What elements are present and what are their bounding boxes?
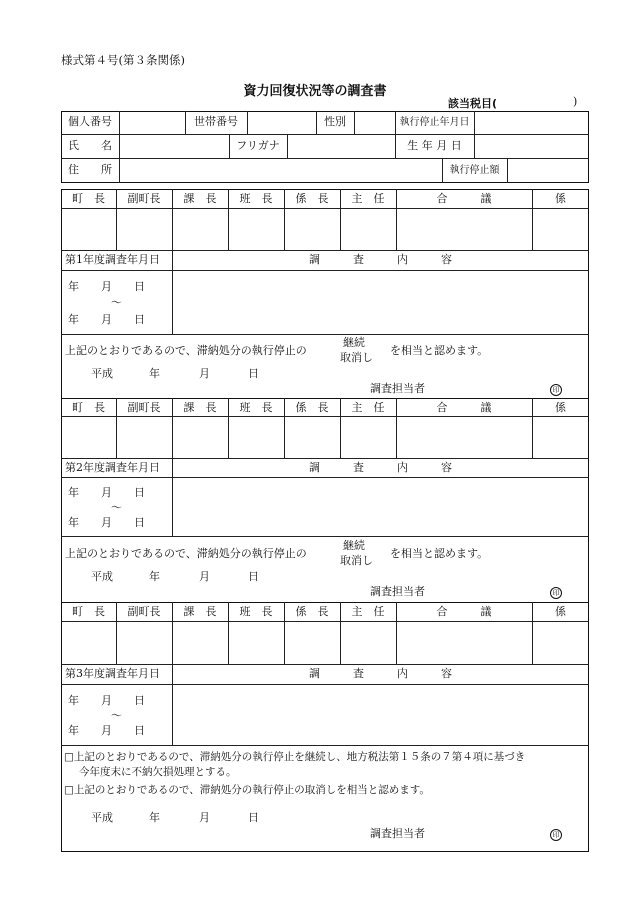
section3-year: 年 xyxy=(149,811,160,824)
section3-checkbox-continue[interactable]: □上記のとおりであるので、滞納処分の執行停止を継続し、地方税法第１５条の７第４項に基づき xyxy=(64,751,526,763)
section1-year: 年 xyxy=(149,367,160,380)
form-label: 様式第４号(第３条関係) xyxy=(61,53,185,67)
approval-hancho: 班 長 xyxy=(239,401,273,414)
approval-kakari: 係 xyxy=(555,605,566,618)
section2-investigator: 調査担当者 xyxy=(370,585,425,598)
suspension-date-label: 執行停止年月日 xyxy=(399,117,470,128)
section1-investigator: 調査担当者 xyxy=(370,382,425,395)
approval-kakari: 係 xyxy=(555,192,566,205)
approval-shunin: 主 任 xyxy=(351,192,385,205)
section1-date-header: 第1年度調査年月日 xyxy=(65,253,160,266)
section1-option-continue: 継続 xyxy=(343,336,365,349)
section1-day: 日 xyxy=(248,367,259,380)
tax-item-close: ) xyxy=(573,95,578,108)
section2-content-header: 調 査 内 容 xyxy=(309,461,452,474)
section1-era: 平成 xyxy=(91,367,113,380)
section3-date-to: 年 月 日 xyxy=(68,724,145,737)
approval-hancho: 班 長 xyxy=(239,605,273,618)
section2-date-to: 年 月 日 xyxy=(68,516,145,529)
approval-fukuchocho: 副町長 xyxy=(127,401,161,414)
section2-date-from: 年 月 日 xyxy=(68,486,145,499)
approval-kacho: 課 長 xyxy=(183,401,217,414)
section2-seal: 印 xyxy=(550,587,562,599)
address-label: 住 所 xyxy=(68,163,112,176)
section3-era: 平成 xyxy=(91,811,113,824)
section2-option-cancel: 取消し xyxy=(340,554,373,567)
section2-tilde: ～ xyxy=(111,501,122,514)
approval-gogi: 合 議 xyxy=(436,401,492,414)
section2-year: 年 xyxy=(149,570,160,583)
household-number-label: 世帯番号 xyxy=(194,115,238,128)
document-title: 資力回復状況等の調査書 xyxy=(243,84,387,99)
section2-date-header: 第2年度調査年月日 xyxy=(65,461,160,474)
section1-date-from: 年 月 日 xyxy=(68,280,145,293)
section3-checkbox-cancel[interactable]: □上記のとおりであるので、滞納処分の執行停止の取消しを相当と認めます。 xyxy=(64,784,430,796)
section3-content-header: 調 査 内 容 xyxy=(309,667,452,680)
approval-kakaricho: 係 長 xyxy=(295,605,329,618)
approval-chocho: 町 長 xyxy=(72,192,105,205)
section1-statement-prefix: 上記のとおりであるので、滞納処分の執行停止の xyxy=(65,344,307,357)
section2-month: 月 xyxy=(199,570,210,583)
tax-item-label: 該当税目( xyxy=(448,97,498,110)
section1-month: 月 xyxy=(199,367,210,380)
section1-date-to: 年 月 日 xyxy=(68,313,145,326)
section1-content-header: 調 査 内 容 xyxy=(309,253,452,266)
suspension-amount-label: 執行停止額 xyxy=(449,165,500,176)
section2-statement-prefix: 上記のとおりであるので、滞納処分の執行停止の xyxy=(65,547,307,560)
section2-option-continue: 継続 xyxy=(343,539,365,552)
section1-statement-suffix: を相当と認めます。 xyxy=(390,344,489,357)
furigana-label: フリガナ xyxy=(236,139,280,152)
section1-option-cancel: 取消し xyxy=(340,351,373,364)
section3-seal: 印 xyxy=(550,829,562,841)
approval-hancho: 班 長 xyxy=(239,192,273,205)
approval-fukuchocho: 副町長 xyxy=(127,192,161,205)
section2-statement-suffix: を相当と認めます。 xyxy=(390,547,489,560)
section3-checkbox-continue-line2: 今年度末に不納欠損処理とする。 xyxy=(79,766,237,778)
section3-tilde: ～ xyxy=(111,709,122,722)
approval-kacho: 課 長 xyxy=(183,605,217,618)
approval-kakari: 係 xyxy=(555,401,566,414)
approval-chocho: 町 長 xyxy=(72,401,105,414)
approval-fukuchocho: 副町長 xyxy=(127,605,161,618)
section3-month: 月 xyxy=(199,811,210,824)
approval-shunin: 主 任 xyxy=(351,605,385,618)
approval-kakaricho: 係 長 xyxy=(295,401,329,414)
section3-date-header: 第3年度調査年月日 xyxy=(65,667,160,680)
section3-date-from: 年 月 日 xyxy=(68,694,145,707)
section3-day: 日 xyxy=(248,811,259,824)
approval-gogi: 合 議 xyxy=(436,605,492,618)
approval-kakaricho: 係 長 xyxy=(295,192,329,205)
section1-tilde: ～ xyxy=(111,296,122,309)
name-label: 氏 名 xyxy=(68,139,112,152)
approval-chocho: 町 長 xyxy=(72,605,105,618)
approval-shunin: 主 任 xyxy=(351,401,385,414)
section3-investigator: 調査担当者 xyxy=(370,827,425,840)
approval-kacho: 課 長 xyxy=(183,192,217,205)
approval-gogi: 合 議 xyxy=(436,192,492,205)
personal-number-label: 個人番号 xyxy=(68,115,112,128)
section1-seal: 印 xyxy=(550,384,562,396)
birth-date-label: 生 年 月 日 xyxy=(407,139,462,152)
section2-era: 平成 xyxy=(91,570,113,583)
gender-label: 性別 xyxy=(324,115,346,128)
section2-day: 日 xyxy=(248,570,259,583)
